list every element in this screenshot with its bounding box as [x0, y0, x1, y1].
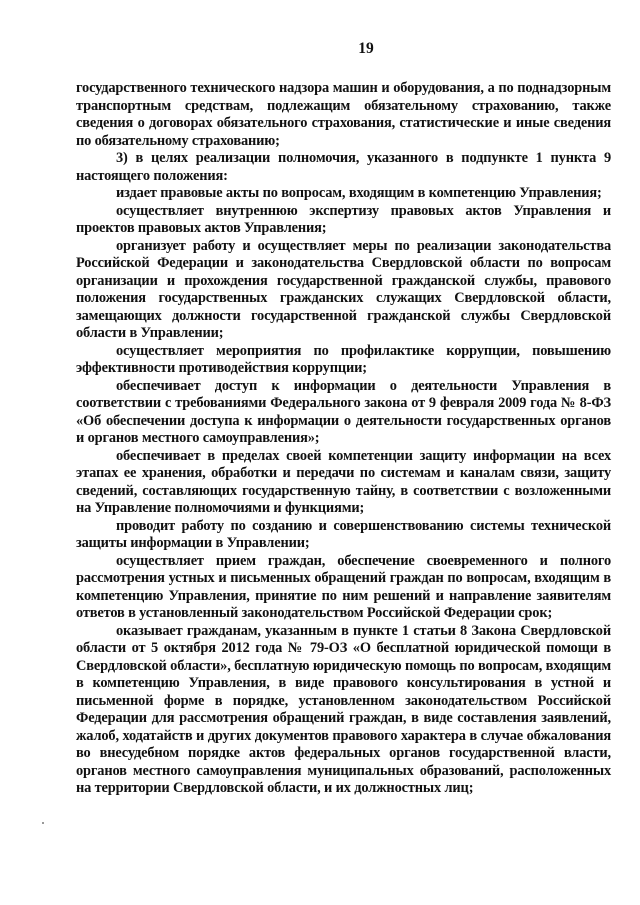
- paragraph: государственного технического надзора машин и оборудования, а по поднадзорным транспортным средствам, подлежащим обязательному страхованию, также сведения о договорах обязательного страхования, статистические и иные сведения по обязательному страхованию;: [76, 80, 611, 149]
- scan-speck: [42, 822, 44, 824]
- document-body: [76, 80, 611, 798]
- paragraph: проводит работу по созданию и совершенствованию системы технической защиты информации в Управлении;: [76, 517, 611, 551]
- page-number: 19: [358, 40, 374, 57]
- paragraph: осуществляет мероприятия по профилактике коррупции, повышению эффективности противодействия коррупции;: [76, 342, 611, 376]
- paragraph: осуществляет прием граждан, обеспечение своевременного и полного рассмотрения устных и письменных обращений граждан по вопросам, входящим в компетенцию Управления, принятие по ним решений и направление заявителям ответов в установленный законодательством Российской Федерации срок;: [76, 552, 611, 621]
- paragraph: обеспечивает доступ к информации о деятельности Управления в соответствии с требованиями Федерального закона от 9 февраля 2009 года № 8-ФЗ «Об обеспечении доступа к информации о деятельности государственных органов и органов местного самоуправления»;: [76, 377, 611, 446]
- paragraph: 3) в целях реализации полномочия, указанного в подпункте 1 пункта 9 настоящего положения:: [76, 150, 611, 184]
- paragraph: оказывает гражданам, указанным в пункте 1 статьи 8 Закона Свердловской области от 5 октября 2012 года № 79-ОЗ «О бесплатной юридической помощи в Свердловской области», бесплатную юридическую помощь по вопросам, входящим в компетенцию Управления, в виде правового консультирования в устной и письменной форме в порядке, установленном законодательством Российской Федерации для рассмотрения обращений граждан, в виде составления заявлений, жалоб, ходатайств и других документов правового характера в случае обжалования во внесудебном порядке актов федеральных органов государственной власти, органов местного самоуправления муниципальных образований, расположенных на территории Свердловской области, и их должностных лиц;: [76, 622, 611, 796]
- paragraph: осуществляет внутреннюю экспертизу правовых актов Управления и проектов правовых актов Управления;: [76, 202, 611, 236]
- paragraph: обеспечивает в пределах своей компетенции защиту информации на всех этапах ее хранения, обработки и передачи по системам и каналам связи, защиту сведений, составляющих государственную тайну, в соответствии с возложенными на Управление полномочиями и функциями;: [76, 447, 611, 516]
- paragraph: издает правовые акты по вопросам, входящим в компетенцию Управления;: [116, 185, 602, 201]
- paragraph: организует работу и осуществляет меры по реализации законодательства Российской Федерации и законодательства Свердловской области по вопросам организации и прохождения государственной гражданской службы, правового положения государственных гражданских служащих Свердловской области, замещающих должности государственной гражданской службы Свердловской области в Управлении;: [76, 237, 611, 341]
